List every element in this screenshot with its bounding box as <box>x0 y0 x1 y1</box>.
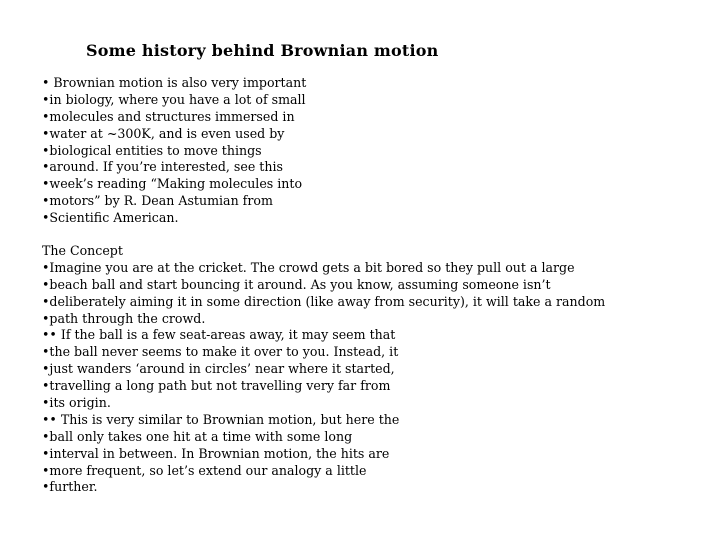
text-line: •in biology, where you have a lot of small <box>42 91 306 107</box>
section-heading: The Concept <box>42 243 123 258</box>
page-title: Some history behind Brownian motion <box>86 41 439 60</box>
text-line: •ball only takes one hit at a time with some long <box>42 428 353 444</box>
text-line: •Scientific American. <box>42 210 179 226</box>
text-line: •beach ball and start bouncing it around. As you know, assuming someone isn’t <box>42 276 551 292</box>
text-line: •• This is very similar to Brownian motion, but here the <box>42 411 400 427</box>
text-line: •• If the ball is a few seat-areas away, it may seem that <box>42 327 396 343</box>
text-line: •molecules and structures immersed in <box>42 108 295 124</box>
text-line: •interval in between. In Brownian motion, the hits are <box>42 445 390 461</box>
text-line: •deliberately aiming it in some direction (like away from security), it will take a random <box>42 293 606 309</box>
text-line: •just wanders ‘around in circles’ near where it started, <box>42 361 395 377</box>
text-line: •more frequent, so let’s extend our analogy a little <box>42 462 367 478</box>
intro-text-block <box>42 75 306 227</box>
text-line: • Brownian motion is also very important <box>42 75 307 90</box>
text-line: •further. <box>42 479 98 495</box>
text-line: •motors” by R. Dean Astumian from <box>42 193 273 209</box>
text-line: •travelling a long path but not travelling very far from <box>42 378 391 394</box>
text-line: •path through the crowd. <box>42 310 206 326</box>
text-line: •around. If you’re interested, see this <box>42 159 283 175</box>
text-line: •week’s reading “Making molecules into <box>42 176 303 192</box>
text-line: •biological entities to move things <box>42 142 262 158</box>
text-line: •Imagine you are at the cricket. The crowd gets a bit bored so they pull out a large <box>42 259 575 275</box>
text-line: •its origin. <box>42 395 111 411</box>
concept-text-block <box>42 243 605 496</box>
text-line: •water at ~300K, and is even used by <box>42 125 285 141</box>
text-line: •the ball never seems to make it over to you. Instead, it <box>42 344 399 360</box>
